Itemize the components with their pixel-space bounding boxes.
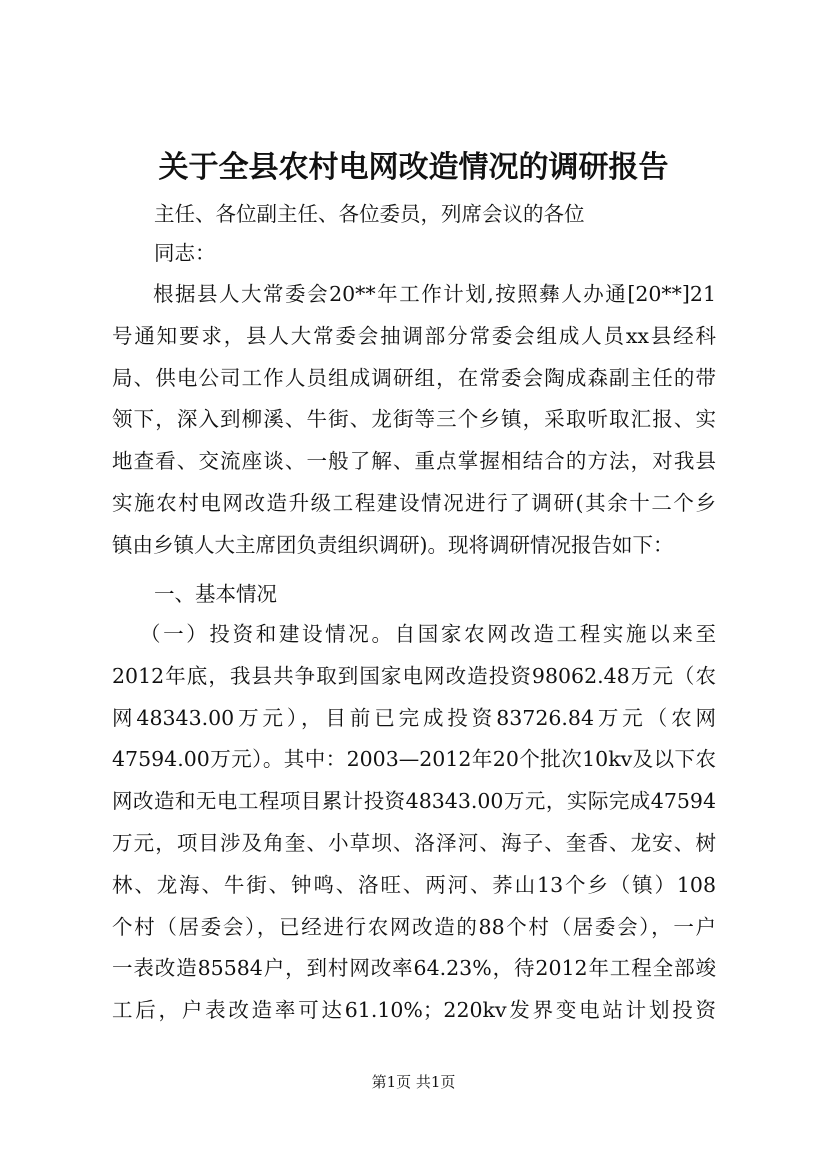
paragraph-2 bbox=[112, 614, 716, 1032]
paragraph-1-line: 地查看、交流座谈、一般了解、重点掌握相结合的方法，对我县 bbox=[112, 449, 716, 474]
salutation-line-2: 同志： bbox=[154, 241, 216, 265]
salutation-line-1: 主任、各位副主任、各位委员，列席会议的各位 bbox=[154, 202, 585, 226]
paragraph-2-line: 林、龙海、牛街、钟鸣、洛旺、两河、荞山13个乡（镇）108 bbox=[112, 872, 716, 897]
paragraph-1 bbox=[112, 274, 716, 567]
page-footer: 第1页 共1页 bbox=[371, 1073, 456, 1091]
paragraph-2-line: 万元，项目涉及角奎、小草坝、洛泽河、海子、奎香、龙安、树 bbox=[112, 830, 716, 855]
paragraph-2-line: 2012年底，我县共争取到国家电网改造投资98062.48万元（农 bbox=[112, 663, 716, 688]
document-title: 关于全县农村电网改造情况的调研报告 bbox=[158, 150, 669, 185]
paragraph-1-line: 镇由乡镇人大主席团负责组织调研)。现将调研情况报告如下： bbox=[112, 532, 674, 557]
paragraph-2-line: 一表改造85584户，到村网改率64.23%，待2012年工程全部竣 bbox=[112, 956, 716, 981]
paragraph-1-line: 实施农村电网改造升级工程建设情况进行了调研(其余十二个乡 bbox=[112, 490, 716, 515]
paragraph-2-line: 工后，户表改造率可达61.10%；220kv发界变电站计划投资 bbox=[112, 998, 716, 1023]
section-heading: 一、基本情况 bbox=[154, 582, 277, 606]
paragraph-1-line: 局、供电公司工作人员组成调研组，在常委会陶成森副主任的带 bbox=[112, 365, 716, 390]
paragraph-2-line: 个村（居委会），已经进行农网改造的88个村（居委会），一户 bbox=[112, 914, 716, 939]
paragraph-1-line: 领下，深入到柳溪、牛街、龙街等三个乡镇，采取听取汇报、实 bbox=[112, 407, 716, 432]
paragraph-1-line: 号通知要求，县人大常委会抽调部分常委会组成人员xx县经科 bbox=[112, 323, 716, 348]
paragraph-2-line: 网48343.00万元），目前已完成投资83726.84万元（农网 bbox=[112, 705, 716, 730]
paragraph-2-line: 47594.00万元）。其中：2003—2012年20个批次10kv及以下农 bbox=[112, 747, 716, 772]
paragraph-2-line: 网改造和无电工程项目累计投资48343.00万元，实际完成47594 bbox=[112, 789, 716, 814]
paragraph-1-line: 根据县人大常委会20**年工作计划,按照彝人办通[20**]21 bbox=[153, 282, 716, 306]
paragraph-2-line: （一）投资和建设情况。自国家农网改造工程实施以来至 bbox=[140, 622, 716, 646]
